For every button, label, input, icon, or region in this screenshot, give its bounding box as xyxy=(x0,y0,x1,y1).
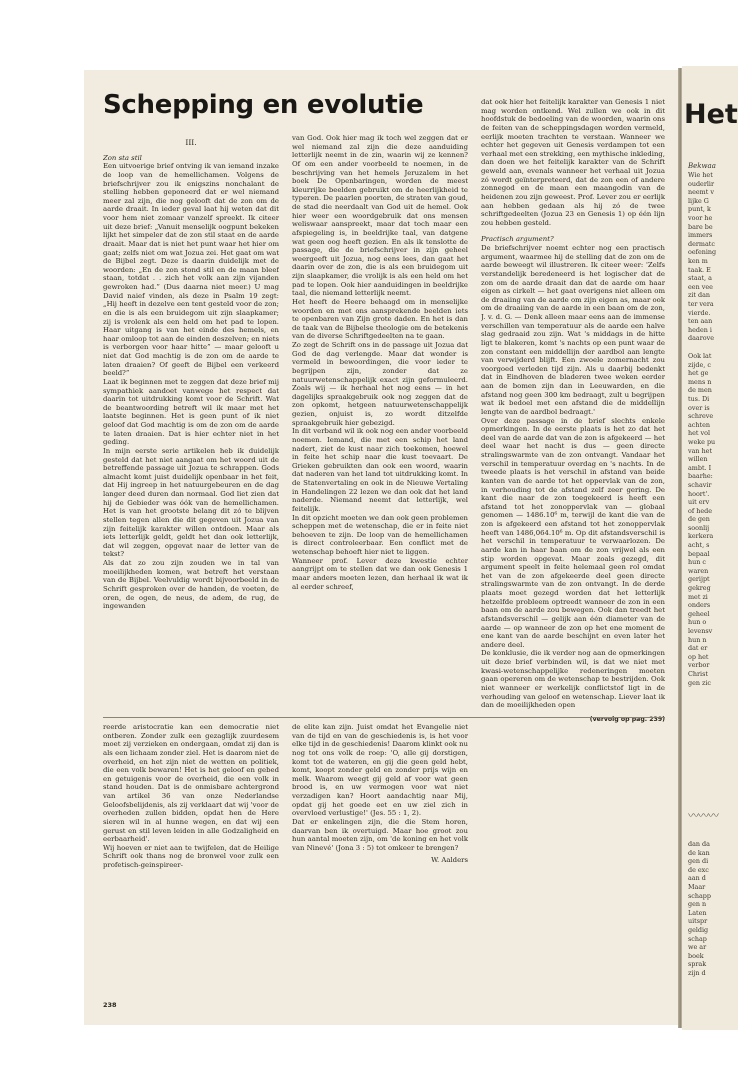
next-page-line: taak. E xyxy=(688,265,711,274)
next-page-line: gen zic xyxy=(688,678,712,687)
next-page-lines-c xyxy=(688,840,738,978)
right-page xyxy=(682,66,738,1030)
next-page-line: acht, s xyxy=(688,541,710,550)
column-2-bottom xyxy=(292,723,468,1013)
next-page-line: neemt v xyxy=(688,188,714,197)
next-page-line: verbor xyxy=(688,661,710,670)
next-page-line: over is xyxy=(688,403,710,412)
next-page-line: ken m xyxy=(688,256,708,265)
next-page-line: de exc xyxy=(688,865,709,874)
column-3 xyxy=(481,98,665,1018)
paragraph-col3: dat ook hier het feitelijk karakter van Genesis 1 niet mag worden ontkend. Wel zullen we ook in dit hoofdstuk de bedoeling van de woorden, waarin ons de feiten van de scheppingsdagen worden vermeld, eerlijk moeten trachten te verstaan. Wanneer we echter het gegeven uit Genesis verdampen tot een verhaal met een strekking, een mythische inkleding, dan doen we het feitelijk karakter van de Schrift geweld aan, evenals wanneer het verhaal uit Jozua zó wordt geïnterpreteerd, dat de zon een of andere zonnegod en de maan een maangodin van de heidenen zou zijn geweest. Prof. Lever zou er eerlijk aan hebben gedaan als hij zó de twee schriftgedeelten (Jozua 23 en Genesis 1) op één lijn zou hebben gesteld. xyxy=(481,98,665,227)
next-page-line: gen di xyxy=(688,857,709,866)
next-page-lines-b xyxy=(688,352,738,687)
next-page-line: Ook lat xyxy=(688,352,712,360)
next-page-line: uitspr xyxy=(688,917,708,926)
next-page-line: een vee xyxy=(688,282,713,291)
next-page-line: vierde. xyxy=(688,308,711,317)
next-page-line: bepaal xyxy=(688,549,710,558)
ornament-wave: 〰〰〰 xyxy=(688,809,718,822)
next-page-line: uit erv xyxy=(688,498,710,507)
next-page-line: hun c xyxy=(688,558,706,567)
next-page-line: weke pu xyxy=(688,437,716,446)
next-page-line: onders xyxy=(688,601,711,610)
next-page-line: of hede xyxy=(688,506,713,515)
next-page-line: Laten xyxy=(688,908,707,917)
next-page-line: levensv xyxy=(688,627,713,635)
next-page-line: Christ xyxy=(688,669,708,678)
next-page-line: lijke G xyxy=(688,196,709,205)
next-page-line: Wie het xyxy=(688,171,713,179)
paragraph-col2-bottom: de elite kan zijn. Juist omdat het Evangelie niet van de tijd en van de geschiedenis is, is het voor elke tijd in de geschiedenis! Daarom klinkt ook nu nog tot ons volk de roep: 'O, alle gij dorstigen, komt tot de wateren, en gij die geen geld hebt, komt, koopt zonder geld en zonder prijs wijn en melk. Waarom weegt gij geld af voor wat geen brood is, en uw vermogen voor wat niet verzadigen kan? Hoort aandachtig naar Mij, opdat gij het goede eet en uw ziel zich in overvloed verlustige!' (Jes. 55 : 1, 2). Dat er enkelingen zijn, die die Stem horen, daarvan ben ik overtuigd. Maar hoe groot zou hun aantal moeten zijn, om 'de koning en het volk van Ninevé' (Jona 3 : 5) tot omkeer te brengen? xyxy=(292,723,468,852)
paragraph-col2-top: van God. Ook hier mag ik toch wel zeggen dat er wel niemand zal zijn die deze aanduiding letterlijk neemt in de zin, waarin wij ze kennen? Of om een ander voorbeeld te noemen, in de beschrijving van het hemels Jeruzalem in het boek De Openbaringen, worden de meest kleurrijke beelden gebruikt om de heerlijkheid te typeren. De paarlen poorten, de straten van goud, de stad die neerdaalt van God uit de hemel. Ook hier weer een woordgebruik dat ons mensen weliswaar aanspreekt, maar dat toch maar een afspiegeling is, in beeldrijke taal, van datgene wat geen oog heeft gezien. En als ik tenslotte de passage, die de briefschrijver in zijn geheel weergeeft uit Jozua, nog eens lees, dan gaat het daarin over de zon, die is als een bruidegom uit zijn slaapkamer, die vrolijk is als een held om het pad te lopen. Ook hier aanduidingen in beeldrijke taal, die niemand letterlijk neemt. Het heeft de Heere behaagd om in menselijke woorden en met ons aansprekende beelden iets te openbaren van Zijn grote daden. En het is dan de taak van de Bijbelse theologie om de betekenis van de diverse Schriftgedeelten na te gaan. Zo zegt de Schrift ons in de passage uit Jozua dat God de dag verlengde. Maar dat wonder is vermeld in bewoordingen, die voor ieder te begrijpen zijn, zonder dat ze natuurwetenschappelijk exact zijn geformuleerd. Zoals wij — ik herhaal het nog eens — in het dagelijks spraakgebruik ook nog zeggen dat de zon opkomt, hetgeen natuurwetenschappelijk gezien, onjuist is, zo wordt ditzelfde spraakgebruik hier gebezigd. In dit verband wil ik ook nog een ander voorbeeld noemen. Iemand, die met een schip het land nadert, ziet de kust naar zich toekomen, hoewel in feite het schip naar die kust toevaart. De Grieken gebruikten dan ook een woord, waarin dat naderen van het land tot uitdrukking komt. In de Statenvertaling en ook in de Nieuwe Vertaling in Handelingen 22 lezen we dan ook dat het land naderde. Niemand neemt dat letterlijk, wel feitelijk. In dit opzicht moeten we dan ook geen problemen scheppen met de wetenschap, die er in feite niet behoeven te zijn. De loop van de hemellichamen is direct controleerbaar. Een conflict met de wetenschap behoeft hier niet te liggen. Wanneer prof. Lever deze kwestie echter aangrijpt om te stellen dat we dan ook Genesis 1 maar anders moeten lezen, dan herhaal ik wat ik al eerder schreef, xyxy=(292,134,468,591)
next-page-line: dan da xyxy=(688,840,710,848)
next-page-line: gen n xyxy=(688,900,707,909)
next-page-line: gerijpt xyxy=(688,575,710,584)
next-page-line: kerkera xyxy=(688,532,714,541)
next-page-line: ten aan xyxy=(688,317,713,326)
next-page-line: boek xyxy=(688,951,704,960)
next-page-line: bare be xyxy=(688,222,713,231)
next-page-line: aan d xyxy=(688,874,706,883)
next-page-line: hun o xyxy=(688,618,707,627)
next-page-line: geldig xyxy=(688,925,709,934)
author-signature: W. Aalders xyxy=(431,856,468,865)
next-page-line: zit dan xyxy=(688,291,711,300)
next-page-line: soonlij xyxy=(688,523,710,532)
next-page-line: staat, a xyxy=(688,274,712,283)
section-divider xyxy=(103,717,665,718)
next-page-line: we ar xyxy=(688,943,707,952)
page-number: 238 xyxy=(103,1001,117,1009)
next-page-line: sprak xyxy=(688,960,707,969)
article-title: Schepping en evolutie xyxy=(103,90,424,120)
next-page-line: ouderlir xyxy=(688,179,715,188)
next-page-line: oefening xyxy=(688,248,717,257)
next-page-line: heden i xyxy=(688,325,712,334)
next-page-line: punt, k xyxy=(688,205,711,214)
next-page-line: tus. Di xyxy=(688,394,710,403)
paragraph-col1-top: Een uitvoerige brief ontving ik van iemand inzake de loop van de hemellichamen. Volgens de briefschrijver zou ik enigszins nonchalant de stelling hebben geponeerd dat er wel niemand meer zal zijn, die nog gelooft dat de zon om de aarde draait. In ieder geval laat hij weten dat dit voor hem niet zomaar vanzelf spreekt. Ik citeer uit deze brief: „Vanuit menselijk oogpunt bekeken lijkt het simpeler dat de zon stil staat en de aarde draait. Maar dat is niet het punt waar het hier om gaat; zelfs niet om wat Jozua zei. Het gaat om wat de Bijbel zegt. Deze is daarin duidelijk met de woorden: „En de zon stond stil en de maan bleef staan, totdat . . zich het volk aan zijn vijanden gewroken had.” (Dus daarna niet meer.) U mag David naief vinden, als deze in Psalm 19 zegt: „Hij heeft in dezelve een tent gesteld voor de zon; en die is als een bruidegom uit zijn slaapkamer; zij is vrolenk als een held om het pad te lopen. Haar uitgang is van het einde des hemels, en haar omloop tot aan de einden deszelven; en niets is verborgen voor haar hitte” — maar gelooft u niet dat God machtig is de zon om de aarde te laten draaien? Of geeft de Bijbel een verkeerd beeld?” Laat ik beginnen met te zeggen dat deze brief mij sympathiek aandoet vanwege het respect dat daarin tot uitdrukking komt voor de Schrift. Wat de beantwoording betreft wil ik maar met het laatste beginnen. Het is geen punt of ik niet geloof dat God machtig is om de zon om de aarde te laten draaien. Dat is hier echter niet in het geding. In mijn eerste serie artikelen heb ik duidelijk gesteld dat het niet aangaat om het woord uit de betreffende passage uit Jozua te schrappen. Gods almacht komt juist duidelijk openbaar in het feit, dat Hij ingreep in het natuurgebeuren en de dag langer deed duren dan normaal. God liet zien dat hij de Gebieder was óók van de hemellichamen. Het is van het grootste belang dit zó te blijven stellen tegen allen die dit gegeven uit Jozua van zijn feitelijk karakter willen ontdoen. Maar als iets letterlijk geldt, geldt het dan ook letterlijk, dat wil zeggen, opgevat naar de letter van de tekst? Als dat zo zou zijn zouden we in tal van moeilijkheden komen, wat betreft het verstaan van de Bijbel. Veelvuldig wordt bijvoorbeeld in de Schrift gesproken over de handen, de voeten, de oren, de ogen, de neus, de adem, de rug, de ingewanden xyxy=(103,162,279,611)
next-page-line: ambt. I xyxy=(688,463,712,472)
next-page-line: op het xyxy=(688,652,709,661)
next-page-line: van het xyxy=(688,446,713,455)
next-page-title: Het xyxy=(684,99,738,130)
next-page-line: hoort'. xyxy=(688,489,710,498)
next-page-line: ter vera xyxy=(688,299,714,308)
column-1-bottom xyxy=(103,723,279,993)
part-number: III. xyxy=(185,139,197,147)
next-page-line: zijn d xyxy=(688,968,706,977)
column-1-top xyxy=(103,139,279,709)
next-page-line: zijde, c xyxy=(688,360,711,369)
next-page-line: schapp xyxy=(688,891,711,900)
section-heading-zon-sta-stil: Zon sta stil xyxy=(103,153,142,162)
next-page-line: de kan xyxy=(688,848,710,857)
next-page-line: Maar xyxy=(688,882,706,891)
next-page-line: met zi xyxy=(688,592,708,601)
next-page-line: gekreg xyxy=(688,584,711,593)
next-page-line: schavir xyxy=(688,480,712,489)
next-page-line: dermatc xyxy=(688,239,715,248)
next-page-line: geheel xyxy=(688,609,710,618)
next-page-subhead: Bekwaa xyxy=(688,162,716,170)
next-page-lines-a xyxy=(688,171,738,343)
continued-note: (vervolg op pag. 239) xyxy=(589,715,665,723)
next-page-line: voor he xyxy=(688,213,713,222)
next-page-line: waren xyxy=(688,566,709,575)
next-page-line: het vol xyxy=(688,429,710,438)
paragraph-col1-bottom: reerde aristocratie kan een democratie niet ontberen. Zonder zulk een gezaglijk zuurdesem moet zij verzieken en ondergaan, omdat zij dan is als een lichaam zonder ziel. Het is daarom niet de overheid, en het zijn niet de wetten en politiek, die een volk bewaren! Het is het geloof en gebed en getuigenis voor de overheid, die een volk in stand houden. Dat is de onmisbare achtergrond van artikel 36 van onze Nederlandse Geloofsbelijdenis, als zij verklaart dat wij 'voor de overheden zullen bidden, opdat hen de Here sieren wil in al hunne wegen, en dat wij een gerust en stil leven leiden in alle Godzaligheid en eerbaarheid'. Wij hoeven er niet aan te twijfelen, dat de Heilige Schrift ook thans nog de bronwel voor zulk een profetisch-geinspireer- xyxy=(103,723,279,869)
next-page-line: achten xyxy=(688,420,710,429)
next-page-line: immers xyxy=(688,231,713,240)
next-page-line: de men xyxy=(688,386,712,395)
paragraph-col3-b: De briefschrijver noemt echter nog een practisch argument, waarmee hij de stelling dat de zon om de aarde beweegt wil illustreren. Ik citeer weer: 'Zelfs verstandelijk beredeneerd is het logischer dat de zon om de aarde draait dan dat de aarde om haar eigen as cirkelt — het gaat overigens niet alleen om de draaiing van de aarde om zijn eigen as, maar ook om de draaiing van de aarde in een baan om de zon, J. v. d. G. — Denk alleen maar eens aan de immense verschillen van temperatuur als de aarde een halve slag gedraaid zou zijn. Wat 's middags in de hitte ligt te blakeren, komt 's nachts op een punt waar de zon constant een middellijn der aardbol aan lengte van verwijderd blijft. Een zwoele zomernacht zou voorgoed verleden tijd zijn. Als u daarbij bedenkt dat in Eindhoven de bladeren twee weken eerder aan de bomen zijn dan in Leeuwarden, en die afstand nog geen 300 km bedraagt, zult u begrijpen wat ik bedoel met een afstand die de middellijn lengte van de aardbol bedraagt.' Over deze passage in de brief slechts enkele opmerkingen. In de eerste plaats is het zo dat het deel van de aarde dat van de zon is afgekeerd — het deel waar het nacht is dus — geen directe stralingswarmte van de zon ontvangt. Vandaar het verschil in temperatuur overdag en 's nachts. In de tweede plaats is het verschil in afstand van beide kanten van de aarde tot het oppervlak van de zon, in verhouding tot de afstand zelf zeer gering. De kant die naar de zon toegekeerd is heeft een afstand tot het zonoppervlak van — globaal genomen — 1486.10⁶ m, terwijl de kant die van de zon is afgekeerd een afstand tot het zonoppervlak heeft van 1486,064.10⁶ m. Op dit afstandsverschil is het verschil in temperatuur te verwaarlozen. De aarde kan in haar baan om de zon vrijwel als een stip worden opgevat. Maar zoals gezegd, dit argument speelt in feite helemaal geen rol omdat het van de zon afgekeerde deel geen directe stralingswarmte van de zon ontvangt. In de derde plaats moet gezegd worden dat het letterlijk hetzelfde probleem optreedt wanneer de zon in een baan om de aarde zou bewegen. Ook dan treedt het afstandsverschil — gelijk aan één diameter van de aarde — op wanneer de zon op het ene moment de ene kant van de aarde beschijnt en even later het andere deel. De konklusie, die ik verder nog aan de opmerkingen uit deze brief verbinden wil, is dat we niet met kwasi-wetenschappelijke redeneringen moeten gaan opereren om de wetenschap te bestrijden. Ook niet wanneer er werkelijk conflictstof ligt in de verhouding van geloof en wetenschap. Liever laat ik dan de moeilijkheden open xyxy=(481,244,665,710)
next-page-line: dat er xyxy=(688,644,708,653)
next-page-line: baarhe: xyxy=(688,472,713,481)
section-heading-practisch-argument: Practisch argument? xyxy=(481,235,554,244)
column-2-top xyxy=(292,134,468,709)
next-page-line: het ge xyxy=(688,369,709,378)
next-page-line: mens n xyxy=(688,377,712,386)
next-page-line: schap xyxy=(688,934,707,943)
next-page-line: willen xyxy=(688,455,708,464)
next-page-line: de gen xyxy=(688,515,710,524)
next-page-line: schreve xyxy=(688,412,714,421)
next-page-line: hun n xyxy=(688,635,707,644)
next-page-line: daarove xyxy=(688,334,715,343)
